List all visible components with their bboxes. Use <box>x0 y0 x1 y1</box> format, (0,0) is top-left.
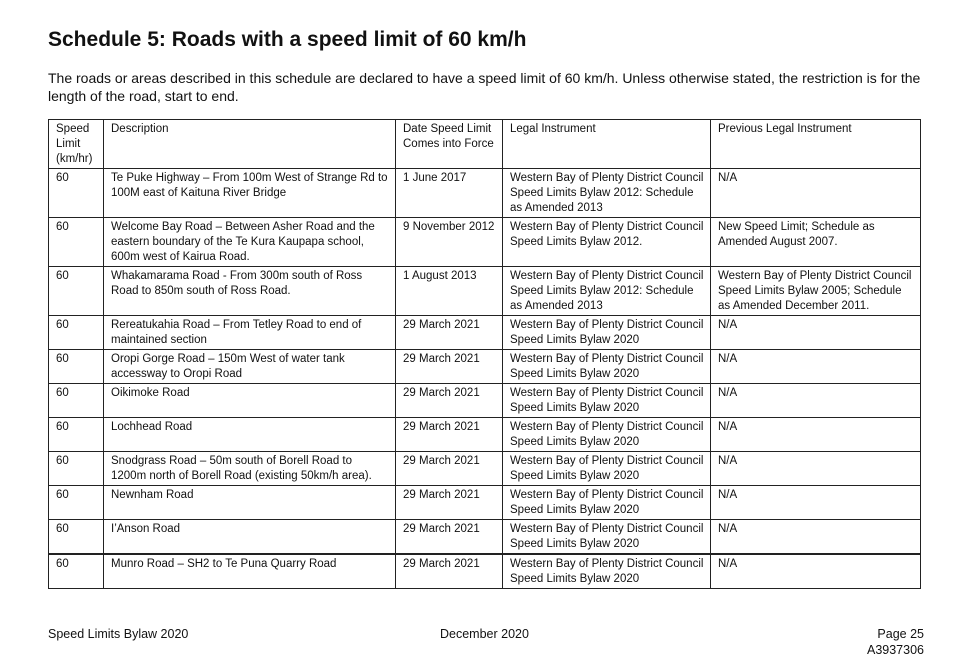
table-row <box>49 452 921 486</box>
cell-previous: New Speed Limit; Schedule as Amended August 2007. <box>711 218 921 267</box>
cell-description: Oikimoke Road <box>104 384 396 418</box>
cell-date: 29 March 2021 <box>396 554 503 589</box>
cell-speed: 60 <box>49 418 104 452</box>
cell-previous: N/A <box>711 169 921 218</box>
cell-speed: 60 <box>49 169 104 218</box>
table-row <box>49 520 921 555</box>
cell-legal: Western Bay of Plenty District Council Speed Limits Bylaw 2020 <box>503 418 711 452</box>
cell-speed: 60 <box>49 452 104 486</box>
table-row <box>49 267 921 316</box>
cell-date: 29 March 2021 <box>396 384 503 418</box>
footer-page-number: Page 25 <box>877 627 924 641</box>
cell-description: Snodgrass Road – 50m south of Borell Road to 1200m north of Borell Road (existing 50km/h area). <box>104 452 396 486</box>
cell-previous: N/A <box>711 384 921 418</box>
cell-date: 29 March 2021 <box>396 350 503 384</box>
table-row <box>49 169 921 218</box>
cell-legal: Western Bay of Plenty District Council Speed Limits Bylaw 2020 <box>503 316 711 350</box>
cell-legal: Western Bay of Plenty District Council Speed Limits Bylaw 2012: Schedule as Amended 2013 <box>503 169 711 218</box>
table-row <box>49 316 921 350</box>
cell-legal: Western Bay of Plenty District Council Speed Limits Bylaw 2020 <box>503 520 711 555</box>
footer-page-info <box>867 626 924 658</box>
table-row <box>49 418 921 452</box>
cell-date: 29 March 2021 <box>396 520 503 555</box>
cell-previous: N/A <box>711 554 921 589</box>
footer-document-reference: A3937306 <box>866 643 924 657</box>
footer-document-title: Speed Limits Bylaw 2020 <box>48 627 189 641</box>
cell-description: Te Puke Highway – From 100m West of Strange Rd to 100M east of Kaituna River Bridge <box>104 169 396 218</box>
table-row <box>49 384 921 418</box>
cell-previous: N/A <box>711 520 921 555</box>
table-row <box>49 554 921 589</box>
cell-date: 29 March 2021 <box>396 316 503 350</box>
header-date-in-force: Date Speed Limit Comes into Force <box>396 120 503 169</box>
cell-description: Newnham Road <box>104 486 396 520</box>
header-description: Description <box>104 120 396 169</box>
footer-date: December 2020 <box>440 627 529 641</box>
header-previous-legal-instrument: Previous Legal Instrument <box>711 120 921 169</box>
cell-previous: N/A <box>711 452 921 486</box>
cell-description: Lochhead Road <box>104 418 396 452</box>
cell-previous: N/A <box>711 418 921 452</box>
cell-speed: 60 <box>49 267 104 316</box>
cell-speed: 60 <box>49 350 104 384</box>
cell-previous: N/A <box>711 316 921 350</box>
cell-legal: Western Bay of Plenty District Council Speed Limits Bylaw 2012. <box>503 218 711 267</box>
cell-legal: Western Bay of Plenty District Council Speed Limits Bylaw 2012: Schedule as Amended 2013 <box>503 267 711 316</box>
cell-description: Munro Road – SH2 to Te Puna Quarry Road <box>104 554 396 589</box>
header-speed-limit: Speed Limit (km/hr) <box>49 120 104 169</box>
cell-legal: Western Bay of Plenty District Council Speed Limits Bylaw 2020 <box>503 486 711 520</box>
header-legal-instrument: Legal Instrument <box>503 120 711 169</box>
cell-legal: Western Bay of Plenty District Council Speed Limits Bylaw 2020 <box>503 384 711 418</box>
intro-paragraph: The roads or areas described in this schedule are declared to have a speed limit of 60 km/h. Unless otherwise stated, the restriction is for the length of the road, start to end. <box>48 70 921 104</box>
cell-date: 1 June 2017 <box>396 169 503 218</box>
cell-speed: 60 <box>49 316 104 350</box>
cell-description: Oropi Gorge Road – 150m West of water tank accessway to Oropi Road <box>104 350 396 384</box>
cell-speed: 60 <box>49 218 104 267</box>
page-title: Schedule 5: Roads with a speed limit of 60 km/h <box>48 28 527 51</box>
cell-date: 29 March 2021 <box>396 486 503 520</box>
table-row <box>49 350 921 384</box>
cell-date: 9 November 2012 <box>396 218 503 267</box>
cell-description: Whakamarama Road - From 300m south of Ross Road to 850m south of Ross Road. <box>104 267 396 316</box>
cell-description: Rereatukahia Road – From Tetley Road to end of maintained section <box>104 316 396 350</box>
speed-limit-table <box>48 119 921 589</box>
cell-date: 1 August 2013 <box>396 267 503 316</box>
table-header-row <box>49 120 921 169</box>
table-row <box>49 486 921 520</box>
cell-description: Welcome Bay Road – Between Asher Road and the eastern boundary of the Te Kura Kaupapa school, 600m west of Kairua Road. <box>104 218 396 267</box>
cell-speed: 60 <box>49 486 104 520</box>
cell-speed: 60 <box>49 554 104 589</box>
cell-previous: Western Bay of Plenty District Council Speed Limits Bylaw 2005; Schedule as Amended December 2011. <box>711 267 921 316</box>
cell-speed: 60 <box>49 384 104 418</box>
cell-date: 29 March 2021 <box>396 418 503 452</box>
cell-description: I’Anson Road <box>104 520 396 555</box>
cell-previous: N/A <box>711 486 921 520</box>
table-row <box>49 218 921 267</box>
cell-legal: Western Bay of Plenty District Council Speed Limits Bylaw 2020 <box>503 554 711 589</box>
cell-previous: N/A <box>711 350 921 384</box>
cell-date: 29 March 2021 <box>396 452 503 486</box>
cell-legal: Western Bay of Plenty District Council Speed Limits Bylaw 2020 <box>503 452 711 486</box>
cell-legal: Western Bay of Plenty District Council Speed Limits Bylaw 2020 <box>503 350 711 384</box>
cell-speed: 60 <box>49 520 104 555</box>
